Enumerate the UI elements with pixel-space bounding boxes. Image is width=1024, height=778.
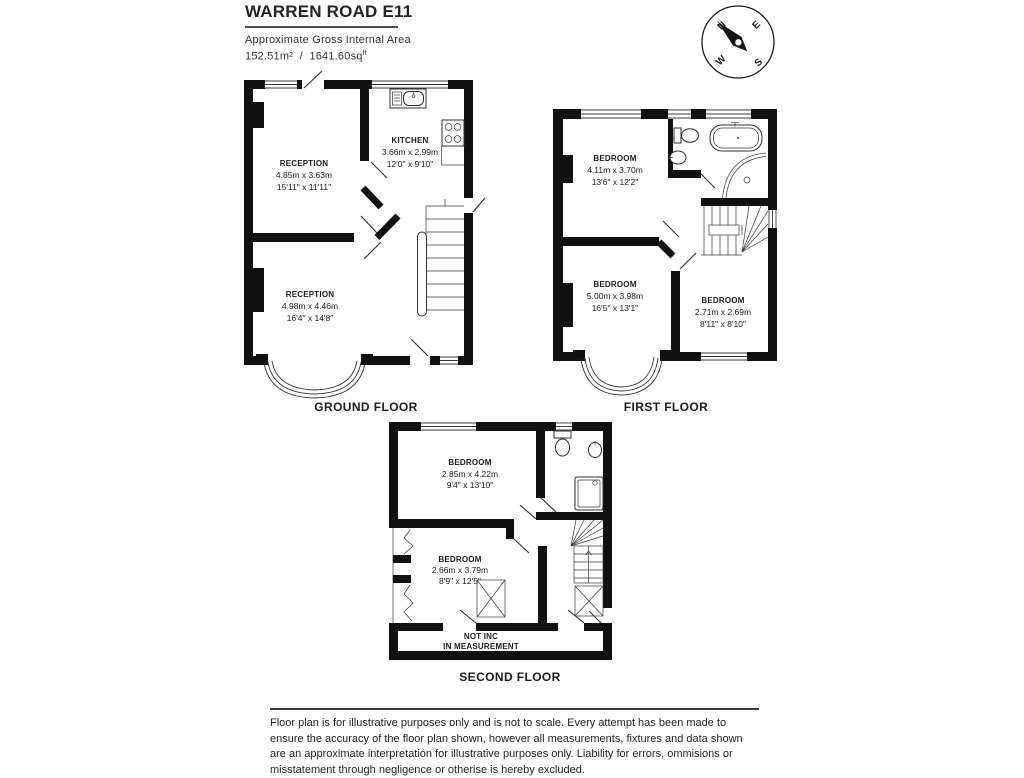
svg-text:4.11m x 3.70m: 4.11m x 3.70m [587, 165, 643, 175]
svg-text:BEDROOM: BEDROOM [593, 280, 637, 289]
room-label-bedroom-2 [587, 280, 643, 313]
disclaimer-text: Floor plan is for illustrative purposes only and is not to scale. Every attempt has been made to ensure the accuracy of the floor plan shown, however all measurements, fixtures and data shown are an approximate interpretation for illustrative purposes only. Liability for errors, ommisions or misstatement through negligence or otherise is hereby excluded. [270, 708, 759, 778]
bay-window [264, 361, 365, 398]
title-underline [245, 26, 398, 28]
area-value: $152.51m^2 / 1641.60sq^{ft}$ [245, 49, 367, 63]
area-imperial-unit: ft [362, 49, 367, 57]
room-label-reception-1 [276, 159, 332, 192]
shower-tray-icon [575, 477, 603, 510]
bathtub-icon [710, 123, 762, 152]
svg-text:5.00m x 3.98m: 5.00m x 3.98m [586, 291, 644, 301]
svg-text:2.71m x 2.69m: 2.71m x 2.69m [694, 307, 752, 317]
svg-text:8'9" x 12'5": 8'9" x 12'5" [439, 576, 481, 586]
shower-icon [723, 153, 767, 198]
second-floor-plan [388, 420, 616, 664]
compass-w: W [714, 53, 729, 68]
svg-text:15'11" x 11'11": 15'11" x 11'11" [276, 182, 332, 192]
svg-text:2.85m x 4.22m: 2.85m x 4.22m [441, 469, 499, 479]
basin-icon [669, 151, 686, 164]
compass-icon [698, 2, 778, 82]
svg-text:13'6" x 12'2": 13'6" x 12'2" [591, 177, 639, 187]
svg-text:KITCHEN: KITCHEN [391, 136, 429, 145]
svg-text:BEDROOM: BEDROOM [448, 458, 492, 467]
hob-icon [442, 120, 464, 146]
header [245, 2, 575, 63]
svg-text:RECEPTION: RECEPTION [279, 159, 329, 168]
first-floor-plan [551, 95, 787, 405]
toilet-icon [674, 128, 699, 143]
area-metric: 152.51m² [245, 50, 294, 63]
kitchen-sink-icon [390, 89, 426, 108]
compass-s: S [752, 56, 766, 70]
svg-text:4.85m x 3.63m: 4.85m x 3.63m [275, 170, 333, 180]
room-label-bedroom-1 [587, 154, 643, 187]
ground-floor-plan [242, 66, 488, 414]
toilet-icon [554, 431, 571, 456]
basin-icon [589, 441, 602, 458]
svg-text:NOT INC: NOT INC [463, 632, 499, 641]
staircase [701, 206, 768, 255]
room-label-reception-2 [282, 290, 338, 323]
svg-text:BEDROOM: BEDROOM [438, 555, 482, 564]
room-label-kitchen [382, 136, 438, 169]
svg-text:3.66m x 2.99m: 3.66m x 2.99m [381, 147, 439, 157]
svg-text:4.98m x 4.46m: 4.98m x 4.46m [281, 301, 339, 311]
second-floor-walls [389, 422, 612, 660]
bay-window [581, 357, 662, 395]
svg-text:2.66m x 3.79m: 2.66m x 3.79m [431, 565, 489, 575]
ground-floor-walls [244, 71, 485, 365]
caption-ground-floor: GROUND FLOOR [314, 400, 418, 414]
svg-text:12'0" x 9'10": 12'0" x 9'10" [386, 159, 434, 169]
area-imperial: 1641.60sq [309, 50, 363, 63]
kitchen-counter [442, 146, 465, 165]
svg-text:BEDROOM: BEDROOM [593, 154, 637, 163]
svg-text:IN MEASUREMENT: IN MEASUREMENT [443, 642, 519, 651]
page-title: WARREN ROAD E11 [245, 2, 413, 21]
svg-text:BEDROOM: BEDROOM [701, 296, 745, 305]
area-subtitle: Approximate Gross Internal Area [245, 34, 411, 46]
compass-n: N [715, 19, 729, 33]
staircase [418, 199, 465, 316]
not-included-note [443, 632, 519, 651]
room-label-bedroom-3 [695, 296, 751, 329]
svg-text:RECEPTION: RECEPTION [285, 290, 335, 299]
staircase [571, 520, 603, 583]
room-label-bedroom-2 [432, 555, 488, 586]
void-box [477, 580, 505, 617]
svg-text:9'4" x 13'10": 9'4" x 13'10" [446, 480, 494, 490]
caption-second-floor: SECOND FLOOR [459, 670, 561, 684]
room-label-bedroom-1 [442, 458, 498, 490]
compass-e: E [750, 19, 763, 32]
svg-text:16'4" x 14'8": 16'4" x 14'8" [286, 313, 334, 323]
svg-text:16'5" x 13'1": 16'5" x 13'1" [591, 303, 639, 313]
svg-text:8'11" x 8'10": 8'11" x 8'10" [700, 319, 746, 329]
caption-first-floor: FIRST FLOOR [623, 400, 709, 414]
